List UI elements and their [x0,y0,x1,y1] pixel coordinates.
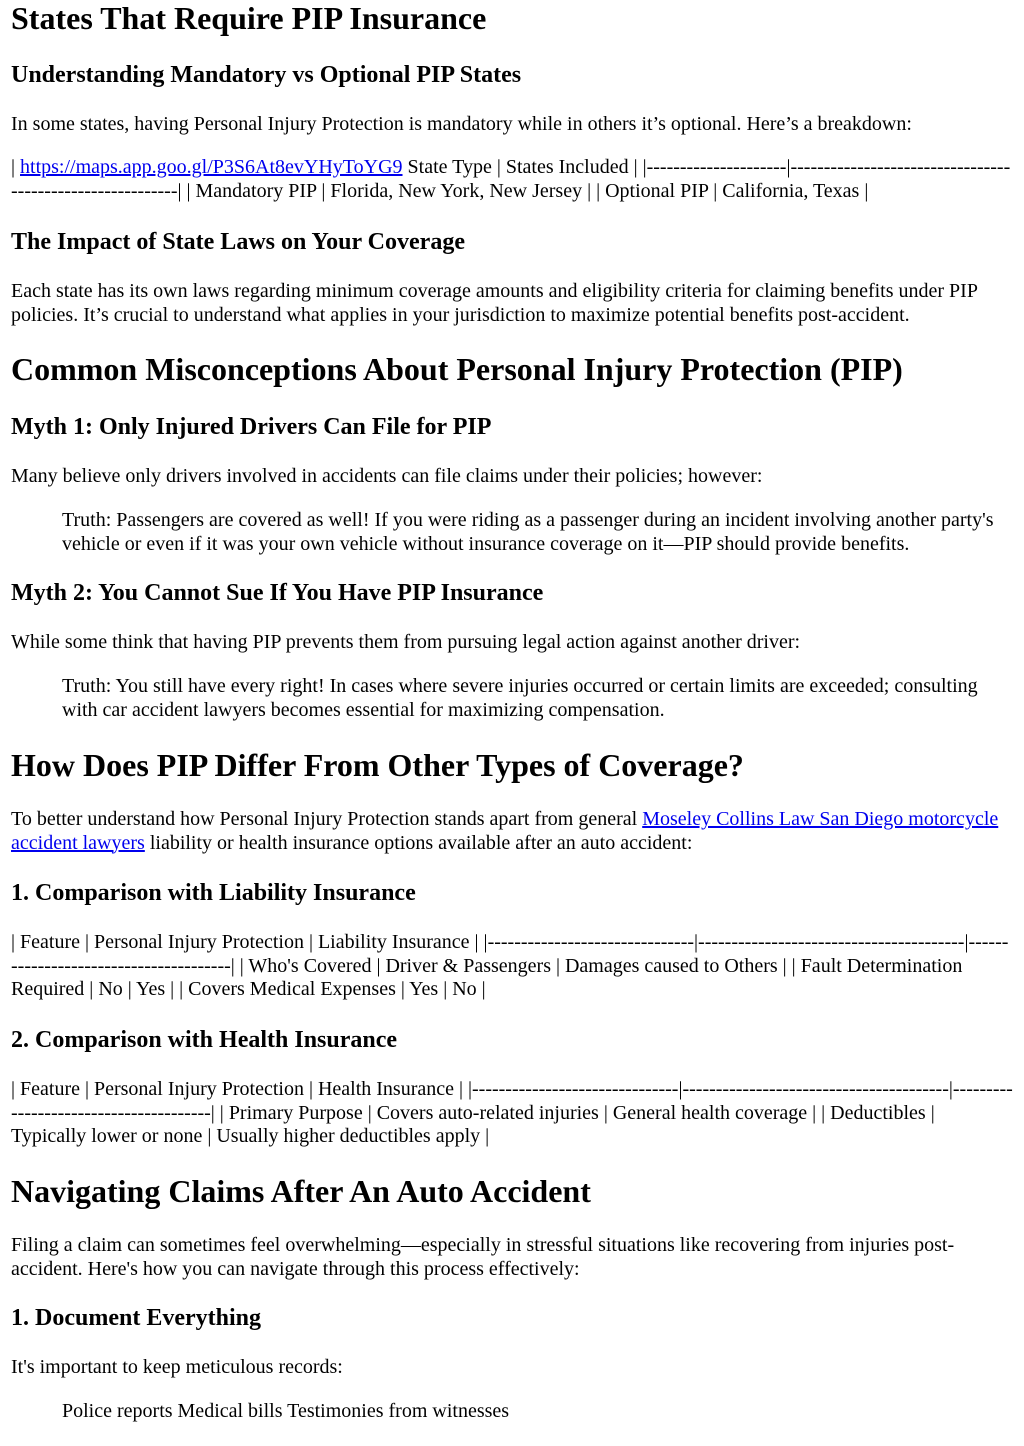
subheading-myth-1: Myth 1: Only Injured Drivers Can File for PIP [11,414,492,440]
paragraph-liability-table: | Feature | Personal Injury Protection | Liability Insurance | |-------------------------------|----------------------------------------|---------------------------------------| | Who's Covered | Driver & Passengers | Damages caused to Others | | Fault Determination Required | No | Yes | | Covers Medical Expenses | Yes | No | [11,931,1009,1000]
paragraph-health-table: | Feature | Personal Injury Protection | Health Insurance | |-------------------------------|----------------------------------------|---------------------------------------| | Primary Purpose | Covers auto-related injuries | General health coverage | | Deductibles | Typically lower or none | Usually higher deductibles apply | [11,1078,1013,1147]
intro-after-text: liability or health insurance options available after an auto accident: [144,831,693,854]
paragraph-breakdown-intro: In some states, having Personal Injury Protection is mandatory while in others it’s optional. Here’s a breakdown: [11,113,912,135]
paragraph-comparison-intro [11,808,1013,855]
subheading-health-comparison: 2. Comparison with Health Insurance [11,1027,398,1053]
subheading-document-everything: 1. Document Everything [11,1305,261,1331]
paragraph-states-table [11,156,1013,203]
subheading-liability-comparison: 1. Comparison with Liability Insurance [11,880,416,906]
paragraph-state-laws: Each state has its own laws regarding minimum coverage amounts and eligibility criteria for claiming benefits under PIP policies. It’s crucial to understand what applies in your jurisdiction to maximize potential benefits post-accident. [11,280,978,326]
paragraph-myth-1-intro: Many believe only drivers involved in accidents can file claims under their policies; however: [11,465,763,487]
intro-before-text: To better understand how Personal Injury Protection stands apart from general [11,808,643,830]
maps-link[interactable]: https://maps.app.goo.gl/P3S6At8evYHyToYG9 [20,156,403,178]
table-rest-text: State Type | States Included | |---------------------|----------------------------------------------------------| | Mandatory PIP | Florida, New York, New Jersey | | Optional PIP | California, Texas | [11,156,1011,202]
paragraph-myth-2-intro: While some think that having PIP prevents them from pursuing legal action against another driver: [11,631,801,653]
subheading-myth-2: Myth 2: You Cannot Sue If You Have PIP Insurance [11,580,544,606]
lawyers-link[interactable]: Moseley Collins Law San Diego motorcycle accident lawyers [11,808,999,854]
section-heading-navigating-claims: Navigating Claims After An Auto Accident [11,1173,591,1209]
section-heading-states: States That Require PIP Insurance [11,0,487,36]
blockquote-records-list: Police reports Medical bills Testimonies from witnesses [62,1400,510,1422]
subheading-state-laws: The Impact of State Laws on Your Coverage [11,229,465,255]
blockquote-myth-1-truth: Truth: Passengers are covered as well! If you were riding as a passenger during an incident involving another party's vehicle or even if it was your own vehicle without insurance coverage on it—PIP should provide benefits. [62,509,994,555]
paragraph-claims-intro: Filing a claim can sometimes feel overwhelming—especially in stressful situations like recovering from injuries post-accident. Here's how you can navigate through this process effectively: [11,1234,955,1280]
section-heading-misconceptions: Common Misconceptions About Personal Injury Protection (PIP) [11,351,903,387]
paragraph-records-intro: It's important to keep meticulous records: [11,1356,343,1378]
table-prefix-text: | [11,156,21,178]
section-heading-pip-differ: How Does PIP Differ From Other Types of Coverage? [11,747,744,783]
subheading-mandatory-vs-optional: Understanding Mandatory vs Optional PIP States [11,62,522,88]
blockquote-myth-2-truth: Truth: You still have every right! In cases where severe injuries occurred or certain limits are exceeded; consulting with car accident lawyers becomes essential for maximizing compensation. [62,675,978,721]
